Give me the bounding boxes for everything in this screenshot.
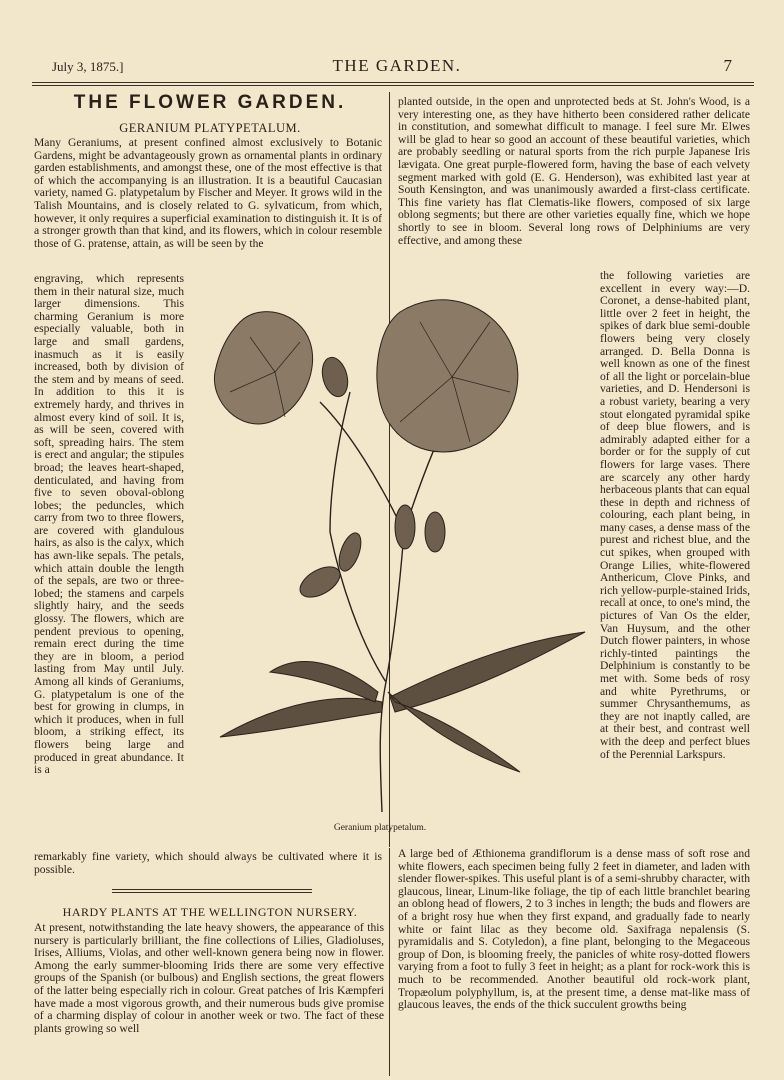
header-rule <box>32 82 754 83</box>
section-divider-double <box>112 892 312 893</box>
right-narrow-column: the following varieties are excellent in every way:—D. Coronet, a dense-habited plant, little over 2 feet in height, the spikes of dark blue semi-double flowers being very closely arranged. D. Bella Donna is well known as one of the finest of all the light or porcelain-blue varieties, and D. Hendersoni is a robust variety, bearing a very stout elongated pyramidal spike of deep blue flowers, and is admirably adapted either for a border or for the supply of cut flowers for large vases. There are scarcely any other hardy herbaceous plants that can equal these in depth and richness of colouring, each plant being, in many cases, a dense mass of the purest and richest blue, and the cut spikes, when grouped with Orange Lilies, white-flowered Anthericum, Clove Pinks, and rich yellow-purple-stained Irids, recall at once, to one's mind, the pictures of Van Os the elder, Van Huysum, and the other Dutch flower painters, in whose richly-tinted paintings the Delphinium is constantly to be met with. Some beds of rosy and white Pyrethrums, or summer Chrysanthemums, as they are not inaptly called, are at their best, and contrast well with the deep and perfect blues of the Perennial Larkspurs. <box>600 270 750 761</box>
right-column-bottom: A large bed of Æthionema grandiflorum is a dense mass of soft rose and white flowers, each specimen being fully 2 feet in diameter, and laden with slender flower-spikes. This useful plant is of a semi-shrubby character, with glaucous, linear, Linum-like foliage, the tip of each little branchlet bearing an oblong head of flowers, 2 to 3 inches in length; the buds and flowers are of a bright rosy hue when they first expand, and gradually fade to nearly white or faint lilac as they become old. Saxifraga nepalensis (S. pyramidalis and S. Cotyledon), a fine plant, belonging to the Megaceous group of Don, is blooming freely, the panicles of white rosy-dotted flowers varying from a foot to fully 3 feet in height; as a plant for rock-work this is much to be recommended. Another beautiful old rock-work plant, Tropæolum polyphyllum, is, at the present time, a dense mat-like mass of glaucous leaves, the ends of the thick succulent growths being <box>398 848 750 1012</box>
masthead: THE GARDEN. <box>332 56 462 75</box>
column-divider-lower <box>389 848 390 1076</box>
page-number: 7 <box>723 56 732 75</box>
issue-date: July 3, 1875.] <box>52 59 124 74</box>
section-divider <box>112 889 312 890</box>
figure-caption: Geranium platypetalum. <box>333 823 427 833</box>
header-rule-double <box>32 85 754 86</box>
section-heading: THE FLOWER GARDEN. <box>73 92 347 113</box>
article-narrow-column: engraving, which represents them in their natural size, much larger dimensions. This charming Geranium is more especially valuable, both in large and small gardens, inasmuch as it is easily increased, both by division of the stem and by means of seed. In addition to this it is extremely hardy, and thrives in almost every kind of soil. It is, as will be seen, covered with soft, spreading hairs. The stem is erect and angular; the stipules broad; the leaves heart-shaped, denticulated, and having from five to seven oboval-oblong lobes; the peduncles, which carry from two to three flowers, are covered with glandulous hairs, as also is the calyx, which has awn-like sepals. The petals, which attain double the length of the sepals, are two or three-lobed; the stamens and carpels slightly hairy, and the seeds glossy. The flowers, which are pendent previous to opening, remain erect during the time they are in bloom, a period lasting from May until July. Among all kinds of Geraniums, G. platypetalum is one of the best for growing in clumps, in which it produces, when in full bloom, a striking effect, its flowers being large and produced in great abundance. It is a <box>34 273 184 777</box>
geranium-illustration <box>190 282 595 822</box>
article-closing: remarkably fine variety, which should always be cultivated where it is possible. <box>34 851 382 876</box>
article-intro: Many Geraniums, at present confined almost exclusively to Botanic Gardens, might be advantageously grown as ornamental plants in ordinary garden establishments, and amongst these, one of the most effective is that of which the accompanying is an illustration. It is a beautiful Caucasian variety, named G. platypetalum by Fischer and Meyer. It grows wild in the Talish Mountains, and is closely related to G. sylvaticum, from which, however, it only requires a superficial examination to distinguish it. It is of a stronger growth than that kind, and its flowers, which in colour resemble those of G. pratense, attain, as will be seen by the <box>34 137 382 250</box>
article-subheading: GERANIUM PLATYPETALUM. <box>119 121 301 135</box>
wellington-heading: HARDY PLANTS AT THE WELLINGTON NURSERY. <box>62 905 358 919</box>
page-header <box>50 56 744 80</box>
right-column-top: planted outside, in the open and unprotected beds at St. John's Wood, is a very interesting one, as they have hitherto been considered rather delicate in constitution, and somewhat difficult to manage. I feel sure Mr. Elwes will be glad to hear so good an account of these beautiful varieties, which are probably seedling or natural sports from the rich purple Japanese Iris lævigata. One great purple-flowered form, having the base of each velvety segment marked with gold (E. G. Henderson), was exhibited last year at South Kensington, and was unanimously awarded a first-class certificate. This fine variety has flat Clematis-like flowers, composed of six large oblong segments; but there are other varieties equally fine, which we hope shortly to see in bloom. Several long rows of Delphiniums are very effective, and among these <box>398 96 750 247</box>
wellington-article-body: At present, notwithstanding the late heavy showers, the appearance of this nursery is particularly brilliant, the fine collections of Lilies, Gladioluses, Irises, Alliums, Violas, and other well-known genera being now in flower. Among the early summer-blooming Irids there are some very effective groups of the Spanish (or bulbous) and English sections, the great flowers of the latter being especially rich in colour. Great patches of Iris Kæmpferi have made a most vigorous growth, and their numerous buds give promise of a charming display of colour in another week or two. The fact of these plants growing so well <box>34 922 384 1035</box>
